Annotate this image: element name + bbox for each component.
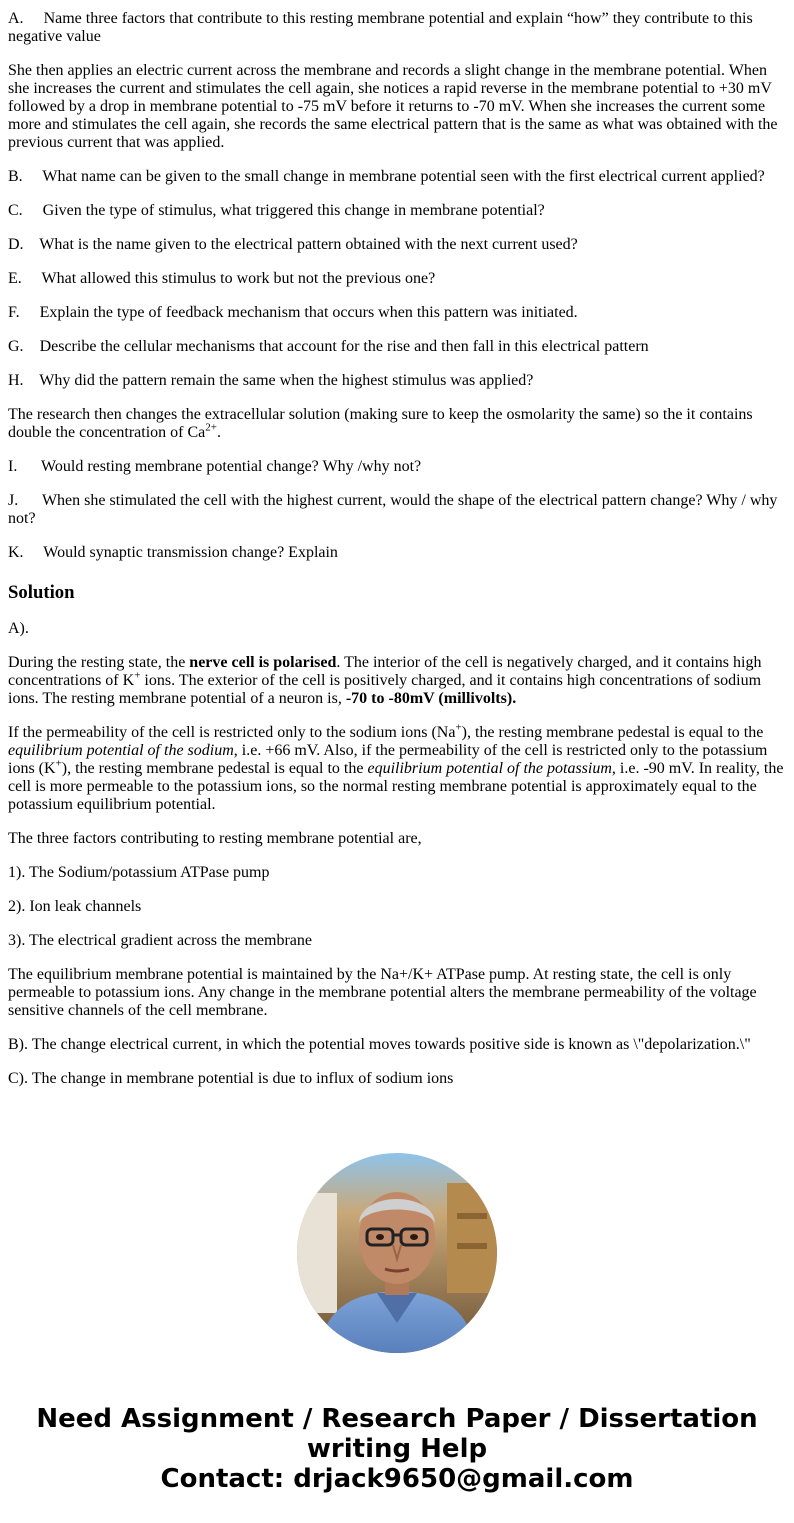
question-e: E. What allowed this stimulus to work but not the previous one? [8, 270, 436, 287]
answer-a-label: A). [8, 620, 29, 637]
banner-line: Need Assignment / Research Paper / Dissertation [36, 1404, 758, 1434]
factors-intro: The three factors contributing to resting membrane potential are, [8, 830, 422, 847]
question-c: C. Given the type of stimulus, what triggered this change in membrane potential? [8, 202, 545, 219]
question-j: J. When she stimulated the cell with the highest current, would the shape of the electrical pattern change? Why / why not? [8, 492, 778, 527]
banner-line: writing Help [306, 1434, 488, 1464]
question-letter: A. [8, 10, 24, 27]
resting-state-paragraph: During the resting state, the nerve cell is polarised. The interior of the cell is negatively charged, and it contains high concentrations of K+ ions. The exterior of the cell is positively charged, and it contains high concentrations of sodium ions. The resting membrane potential of a neuron is, -70 to -80mV (millivolts). [8, 654, 762, 707]
question-f: F. Explain the type of feedback mechanism that occurs when this pattern was initiated. [8, 304, 578, 321]
contact-banner [0, 1404, 794, 1494]
factor-item: 1). The Sodium/potassium ATPase pump [8, 864, 270, 881]
question-g: G. Describe the cellular mechanisms that account for the rise and then fall in this electrical pattern [8, 338, 649, 355]
document-body [8, 10, 788, 1104]
author-photo [297, 1153, 497, 1353]
banner-contact[interactable]: Contact: drjack9650@gmail.com [160, 1464, 634, 1494]
answer-c: C). The change in membrane potential is due to influx of sodium ions [8, 1070, 454, 1087]
calcium-paragraph: The research then changes the extracellular solution (making sure to keep the osmolarity the same) so the it contains double the concentration of $Ca^{2+}$. [8, 406, 753, 441]
avatar [297, 1153, 497, 1353]
question-k: K. Would synaptic transmission change? Explain [8, 544, 338, 561]
question-b: B. What name can be given to the small change in membrane potential seen with the first electrical current applied? [8, 168, 765, 185]
scenario-paragraph: She then applies an electric current across the membrane and records a slight change in the membrane potential. When she increases the current and stimulates the cell again, she notices a rapid reverse in the membrane potential to +30 mV followed by a drop in membrane potential to -75 mV before it returns to -70 mV. When she increases the current some more and stimulates the cell again, she records the same electrical pattern that is the same as what was obtained with the previous current that was applied. [8, 62, 778, 151]
equilibrium-paragraph: The equilibrium membrane potential is maintained by the Na+/K+ ATPase pump. At resting state, the cell is only permeable to potassium ions. Any change in the membrane potential alters the membrane permeability of the voltage sensitive channels of the cell membrane. [8, 966, 757, 1019]
answer-b: B). The change electrical current, in which the potential moves towards positive side is known as \"depolarization.\" [8, 1036, 751, 1053]
question-a [8, 10, 788, 46]
question-i: I. Would resting membrane potential change? Why /why not? [8, 458, 422, 475]
question-d: D. What is the name given to the electrical pattern obtained with the next current used? [8, 236, 578, 253]
solution-heading: Solution [8, 582, 75, 603]
question-h: H. Why did the pattern remain the same when the highest stimulus was applied? [8, 372, 534, 389]
question-text: Name three factors that contribute to this resting membrane potential and explain “how” they contribute to this negative value [8, 10, 753, 45]
factor-item: 3). The electrical gradient across the membrane [8, 932, 313, 949]
factor-item: 2). Ion leak channels [8, 898, 142, 915]
permeability-paragraph: If the permeability of the cell is restricted only to the sodium ions (Na+), the resting membrane pedestal is equal to the equilibrium potential of the sodium, i.e. +66 mV. Also, if the permeability of the cell is restricted only to the potassium ions (K+), the resting membrane pedestal is equal to the equilibrium potential of the potassium, i.e. -90 mV. In reality, the cell is more permeable to the potassium ions, so the normal resting membrane potential is approximately equal to the potassium equilibrium potential. [8, 721, 784, 813]
